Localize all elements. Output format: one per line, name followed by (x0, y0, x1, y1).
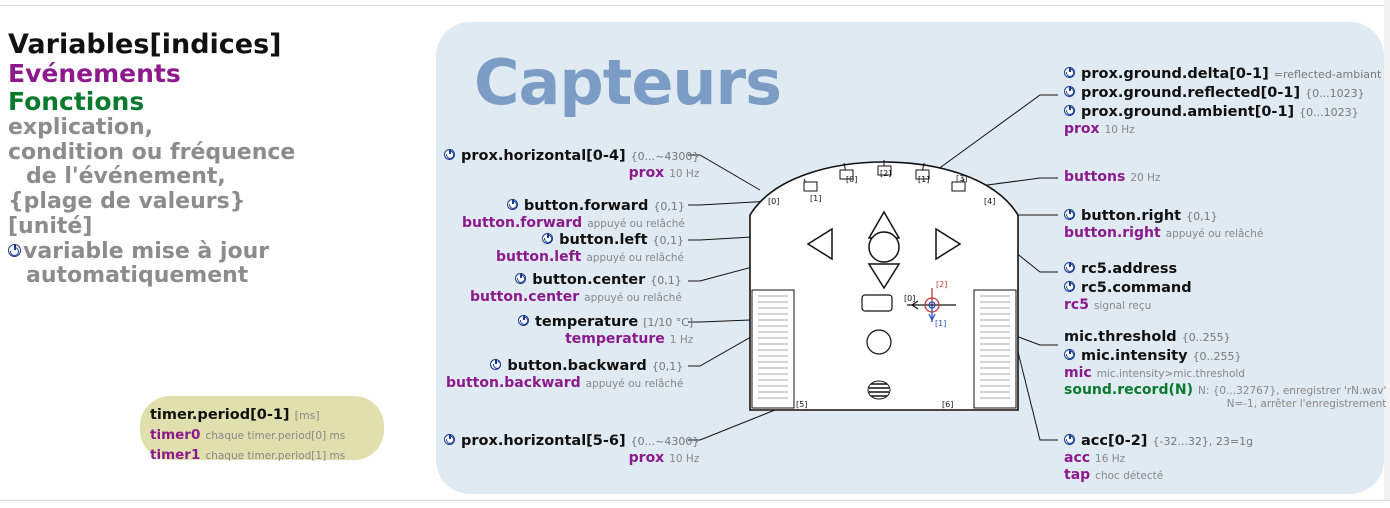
legend-variables: Variables[indices] (8, 29, 282, 60)
legend-auto-update-line (8, 239, 428, 264)
button-backward-name: button.backward (507, 358, 647, 374)
button-right-range: {0,1} (1186, 210, 1218, 223)
svg-text:[0]: [0] (904, 294, 916, 303)
svg-text:[6]: [6] (942, 400, 954, 409)
acc-event: acc (1064, 450, 1091, 467)
auto-update-icon (1064, 67, 1075, 78)
prox-ground-event: prox (1064, 121, 1100, 138)
button-center-desc: appuyé ou relâché (584, 292, 682, 305)
legend-range: {plage de valeurs} (8, 189, 246, 215)
buttons-event: buttons (1064, 169, 1126, 185)
prox-ground-reflected-name: prox.ground.reflected[0-1] (1081, 85, 1301, 102)
prox-horizontal-5-6-name: prox.horizontal[5-6] (461, 433, 626, 449)
prox-event-2: prox (628, 450, 665, 467)
button-center-event: button.center (470, 289, 580, 306)
mic-threshold-name: mic.threshold (1064, 329, 1177, 345)
svg-text:[3]: [3] (956, 174, 968, 183)
window-bottom-edge (0, 500, 1390, 508)
prox-ground-ambient-range: {0...1023} (1299, 106, 1359, 120)
auto-update-icon (444, 434, 455, 445)
button-backward-range: {0,1} (651, 360, 684, 373)
legend-unit: [unité] (8, 213, 93, 239)
annotation-buttons (1064, 169, 1160, 186)
prox-ground-delta-name: prox.ground.delta[0-1] (1081, 66, 1269, 82)
tap-event: tap (1064, 466, 1091, 483)
prox-ground-reflected-range: {0...1023} (1305, 87, 1365, 101)
annotation-button-right (1064, 206, 1263, 242)
annotation-prox-ground (1064, 64, 1381, 138)
annotation-prox-horizontal-0-4 (444, 146, 699, 182)
auto-update-icon (1064, 209, 1075, 220)
button-backward-desc: appuyé ou relâché (585, 378, 684, 391)
auto-update-icon (1064, 281, 1075, 292)
prox-horizontal-0-4-range: {0...~4300} (630, 150, 700, 163)
button-forward-desc: appuyé ou relâché (587, 218, 685, 231)
auto-update-icon (518, 315, 529, 326)
legend-condition-1: condition ou fréquence (8, 139, 296, 165)
timer-period-unit: [ms] (294, 409, 320, 422)
annotation-mic (1064, 329, 1386, 411)
button-right-name: button.right (1081, 208, 1182, 224)
timer0-event: timer0 (150, 427, 201, 444)
svg-text:[2]: [2] (936, 280, 948, 289)
temperature-event: temperature (565, 331, 665, 348)
mic-intensity-name: mic.intensity (1081, 348, 1188, 365)
sound-record-function: sound.record(N) (1064, 381, 1193, 398)
annotation-acc (1064, 431, 1253, 483)
robot-illustration (744, 160, 1024, 418)
temperature-freq: 1 Hz (669, 334, 694, 347)
rc5-address-name: rc5.address (1081, 261, 1178, 277)
annotation-prox-horizontal-5-6 (444, 431, 699, 467)
timer-period-row (150, 404, 384, 424)
auto-update-icon (1064, 105, 1075, 116)
button-left-desc: appuyé ou relâché (586, 252, 684, 265)
button-forward-name: button.forward (523, 198, 649, 214)
button-left-event: button.left (496, 249, 582, 266)
window-right-edge (1384, 0, 1390, 508)
legend-functions: Fonctions (8, 87, 145, 117)
svg-text:[2]: [2] (880, 169, 892, 178)
svg-text:[1]: [1] (918, 175, 930, 184)
annotation-rc5 (1064, 259, 1192, 314)
legend-auto-1: variable mise à jour (23, 239, 270, 265)
mic-intensity-range: {0..255} (1192, 350, 1242, 364)
mic-event: mic (1064, 365, 1092, 382)
button-backward-event: button.backward (446, 375, 581, 392)
auto-update-icon (490, 359, 501, 370)
button-center-name: button.center (532, 272, 646, 288)
annotation-button-backward (446, 356, 683, 392)
timer-box (140, 396, 384, 463)
page-title: Capteurs (474, 46, 782, 119)
auto-update-icon (444, 149, 455, 160)
auto-update-icon (1064, 262, 1075, 273)
prox-ground-delta-range: =reflected-ambiant (1273, 68, 1382, 81)
svg-text:[0]: [0] (768, 197, 780, 206)
acc-range: {-32...32}, 23=1g (1152, 435, 1254, 448)
button-center-range: {0,1} (650, 274, 682, 287)
auto-update-icon (507, 199, 518, 210)
legend-events: Evénements (8, 59, 181, 89)
prox-horizontal-0-4-name: prox.horizontal[0-4] (461, 148, 626, 164)
buttons-freq: 20 Hz (1130, 172, 1161, 184)
prox-ground-freq: 10 Hz (1104, 124, 1135, 137)
button-left-name: button.left (559, 232, 648, 248)
annotation-button-forward (462, 196, 685, 232)
prox-horizontal-5-6-range: {0...~4300} (630, 435, 700, 448)
button-right-desc: appuyé ou relâché (1165, 228, 1264, 241)
button-left-range: {0,1} (652, 234, 684, 247)
prox-freq-2: 10 Hz (669, 453, 700, 466)
timer0-desc: chaque timer.period[0] ms (205, 430, 346, 443)
window-top-edge (0, 0, 1390, 6)
timer1-row (150, 444, 384, 463)
sound-record-desc-2: N=-1, arrêter l'enregistrement (1226, 398, 1387, 411)
acc-name: acc[0-2] (1081, 433, 1148, 449)
tap-desc: choc détecté (1095, 469, 1164, 482)
timer-period-name: timer.period[0-1] (150, 407, 290, 423)
mic-desc: mic.intensity>mic.threshold (1096, 368, 1245, 381)
svg-text:[5]: [5] (796, 400, 808, 409)
mic-threshold-range: {0..255} (1181, 331, 1231, 344)
timer1-event: timer1 (150, 446, 201, 463)
annotation-button-center (470, 270, 682, 306)
svg-text:[1]: [1] (935, 319, 947, 328)
legend-condition-2: de l'événement, (26, 164, 226, 190)
prox-ground-ambient-name: prox.ground.ambient[0-1] (1081, 104, 1295, 121)
auto-update-icon (8, 244, 21, 257)
rc5-event: rc5 (1064, 297, 1089, 314)
annotation-temperature (518, 312, 693, 348)
prox-freq: 10 Hz (669, 168, 700, 181)
auto-update-icon (1064, 86, 1075, 97)
svg-text:[0]: [0] (846, 175, 858, 184)
timer0-row (150, 424, 384, 443)
acc-freq: 16 Hz (1095, 453, 1126, 466)
prox-event: prox (628, 165, 665, 182)
svg-text:[4]: [4] (984, 197, 996, 206)
rc5-desc: signal reçu (1093, 300, 1152, 313)
button-forward-range: {0,1} (653, 200, 685, 213)
svg-text:[1]: [1] (810, 194, 822, 203)
legend (8, 30, 428, 289)
auto-update-icon (1064, 349, 1075, 360)
button-forward-event: button.forward (462, 215, 583, 232)
temperature-name: temperature (535, 314, 639, 330)
sound-record-desc-1: N: {0...32767}, enregistrer 'rN.wav' (1197, 384, 1387, 397)
auto-update-icon (1064, 434, 1075, 445)
legend-explanation: explication, (8, 115, 154, 141)
legend-auto-2: automatiquement (26, 263, 249, 289)
annotation-button-left (496, 230, 684, 266)
rc5-command-name: rc5.command (1081, 280, 1192, 297)
button-right-event: button.right (1064, 225, 1161, 242)
auto-update-icon (515, 273, 526, 284)
auto-update-icon (542, 233, 553, 244)
timer1-desc: chaque timer.period[1] ms (205, 449, 346, 462)
temperature-range: [1/10 °C] (643, 316, 694, 329)
